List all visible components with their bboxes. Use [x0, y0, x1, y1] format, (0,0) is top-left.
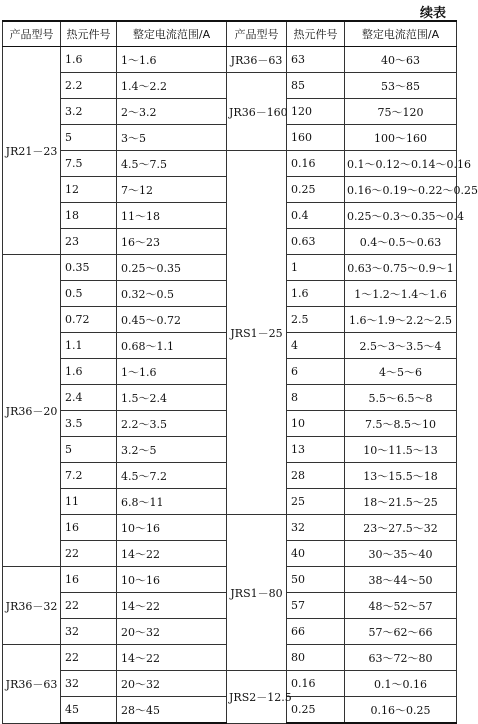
- range-cell-left: 0.45～0.72: [117, 307, 227, 333]
- range-cell-left: 14～22: [117, 541, 227, 567]
- range-cell-right: 75～120: [345, 99, 457, 125]
- range-cell-right: 23～27.5～32: [345, 515, 457, 541]
- range-cell-left: 0.68～1.1: [117, 333, 227, 359]
- range-cell-right: 2.5～3～3.5～4: [345, 333, 457, 359]
- range-cell-left: 14～22: [117, 645, 227, 671]
- element-cell-right: 2.5: [287, 307, 345, 333]
- range-cell-right: 0.63～0.75～0.9～1: [345, 255, 457, 281]
- element-cell-left: 0.72: [61, 307, 117, 333]
- range-cell-left: 3～5: [117, 125, 227, 151]
- element-cell-left: 32: [61, 619, 117, 645]
- range-cell-right: 13～15.5～18: [345, 463, 457, 489]
- element-cell-left: 1.6: [61, 47, 117, 73]
- element-cell-right: 80: [287, 645, 345, 671]
- range-cell-left: 1～1.6: [117, 359, 227, 385]
- element-cell-right: 57: [287, 593, 345, 619]
- element-cell-right: 10: [287, 411, 345, 437]
- model-cell-left: JR21－23: [3, 47, 61, 255]
- range-cell-left: 3.2～5: [117, 437, 227, 463]
- range-cell-left: 10～16: [117, 567, 227, 593]
- element-cell-right: 8: [287, 385, 345, 411]
- table-caption: 续表: [419, 6, 446, 21]
- range-cell-right: 4～5～6: [345, 359, 457, 385]
- range-cell-left: 0.25～0.35: [117, 255, 227, 281]
- range-cell-left: 2.2～3.5: [117, 411, 227, 437]
- element-cell-left: 1.1: [61, 333, 117, 359]
- element-cell-right: 40: [287, 541, 345, 567]
- range-cell-right: 10～11.5～13: [345, 437, 457, 463]
- element-cell-right: 160: [287, 125, 345, 151]
- table-row: [3, 151, 457, 177]
- spec-table: [2, 20, 478, 724]
- element-cell-left: 23: [61, 229, 117, 255]
- range-cell-right: 63～72～80: [345, 645, 457, 671]
- range-cell-left: 11～18: [117, 203, 227, 229]
- header-row: [3, 21, 457, 47]
- element-cell-right: 0.4: [287, 203, 345, 229]
- element-cell-right: 66: [287, 619, 345, 645]
- range-cell-right: 38～44～50: [345, 567, 457, 593]
- range-cell-left: 6.8～11: [117, 489, 227, 515]
- element-cell-right: 63: [287, 47, 345, 73]
- range-cell-left: 7～12: [117, 177, 227, 203]
- range-cell-left: 4.5～7.2: [117, 463, 227, 489]
- element-cell-left: 16: [61, 515, 117, 541]
- range-cell-left: 20～32: [117, 671, 227, 697]
- range-cell-left: 1～1.6: [117, 47, 227, 73]
- element-cell-left: 7.2: [61, 463, 117, 489]
- range-cell-right: 48～52～57: [345, 593, 457, 619]
- range-cell-right: 0.16～0.25: [345, 697, 457, 724]
- element-cell-left: 16: [61, 567, 117, 593]
- element-cell-left: 0.5: [61, 281, 117, 307]
- element-cell-left: 22: [61, 645, 117, 671]
- element-cell-left: 5: [61, 437, 117, 463]
- range-cell-left: 2～3.2: [117, 99, 227, 125]
- range-cell-right: 0.4～0.5～0.63: [345, 229, 457, 255]
- element-cell-right: 0.63: [287, 229, 345, 255]
- model-cell-left: JR36－20: [3, 255, 61, 567]
- range-cell-right: 18～21.5～25: [345, 489, 457, 515]
- element-cell-right: 0.25: [287, 697, 345, 724]
- element-cell-left: 3.2: [61, 99, 117, 125]
- header-model-right: 产品型号: [227, 21, 287, 47]
- element-cell-right: 25: [287, 489, 345, 515]
- element-cell-left: 45: [61, 697, 117, 724]
- range-cell-right: 100～160: [345, 125, 457, 151]
- element-cell-left: 22: [61, 541, 117, 567]
- element-cell-left: 22: [61, 593, 117, 619]
- element-cell-right: 4: [287, 333, 345, 359]
- model-cell-left: JR36－63: [3, 645, 61, 724]
- element-cell-right: 13: [287, 437, 345, 463]
- element-cell-left: 5: [61, 125, 117, 151]
- element-cell-right: 0.25: [287, 177, 345, 203]
- element-cell-left: 1.6: [61, 359, 117, 385]
- element-cell-left: 12: [61, 177, 117, 203]
- element-cell-left: 32: [61, 671, 117, 697]
- element-cell-left: 2.2: [61, 73, 117, 99]
- header-element-left: 热元件号: [61, 21, 117, 47]
- range-cell-left: 28～45: [117, 697, 227, 724]
- element-cell-left: 11: [61, 489, 117, 515]
- range-cell-right: 0.25～0.3～0.35～0.4: [345, 203, 457, 229]
- element-cell-right: 85: [287, 73, 345, 99]
- table-row: [3, 47, 457, 73]
- table-row: [3, 671, 457, 697]
- element-cell-left: 2.4: [61, 385, 117, 411]
- range-cell-right: 0.1～0.16: [345, 671, 457, 697]
- header-range-left: 整定电流范围/A: [117, 21, 227, 47]
- range-cell-right: 57～62～66: [345, 619, 457, 645]
- range-cell-left: 10～16: [117, 515, 227, 541]
- element-cell-right: 120: [287, 99, 345, 125]
- range-cell-right: 1.6～1.9～2.2～2.5: [345, 307, 457, 333]
- model-cell-right: JRS1－80: [227, 515, 287, 671]
- range-cell-right: 5.5～6.5～8: [345, 385, 457, 411]
- element-cell-left: 3.5: [61, 411, 117, 437]
- range-cell-right: 0.1～0.12～0.14～0.16: [345, 151, 457, 177]
- header-range-right: 整定电流范围/A: [345, 21, 457, 47]
- range-cell-right: 40～63: [345, 47, 457, 73]
- range-cell-left: 20～32: [117, 619, 227, 645]
- element-cell-right: 28: [287, 463, 345, 489]
- model-cell-right: JR36－160: [227, 73, 287, 151]
- element-cell-right: 1.6: [287, 281, 345, 307]
- range-cell-right: 30～35～40: [345, 541, 457, 567]
- range-cell-right: 7.5～8.5～10: [345, 411, 457, 437]
- element-cell-left: 0.35: [61, 255, 117, 281]
- model-cell-right: JRS2－12.5: [227, 671, 287, 724]
- table-row: [3, 73, 457, 99]
- range-cell-left: 1.4～2.2: [117, 73, 227, 99]
- model-cell-right: JRS1－25: [227, 151, 287, 515]
- element-cell-right: 0.16: [287, 671, 345, 697]
- element-cell-right: 50: [287, 567, 345, 593]
- model-cell-right: JR36－63: [227, 47, 287, 73]
- element-cell-right: 1: [287, 255, 345, 281]
- element-cell-right: 6: [287, 359, 345, 385]
- header-element-right: 热元件号: [287, 21, 345, 47]
- table-row: [3, 515, 457, 541]
- range-cell-left: 14～22: [117, 593, 227, 619]
- range-cell-right: 0.16～0.19～0.22～0.25: [345, 177, 457, 203]
- range-cell-left: 1.5～2.4: [117, 385, 227, 411]
- element-cell-left: 18: [61, 203, 117, 229]
- range-cell-right: 1～1.2～1.4～1.6: [345, 281, 457, 307]
- element-cell-left: 7.5: [61, 151, 117, 177]
- element-cell-right: 32: [287, 515, 345, 541]
- range-cell-left: 16～23: [117, 229, 227, 255]
- model-cell-left: JR36－32: [3, 567, 61, 645]
- range-cell-right: 53～85: [345, 73, 457, 99]
- range-cell-left: 4.5～7.5: [117, 151, 227, 177]
- element-cell-right: 0.16: [287, 151, 345, 177]
- header-model-left: 产品型号: [3, 21, 61, 47]
- range-cell-left: 0.32～0.5: [117, 281, 227, 307]
